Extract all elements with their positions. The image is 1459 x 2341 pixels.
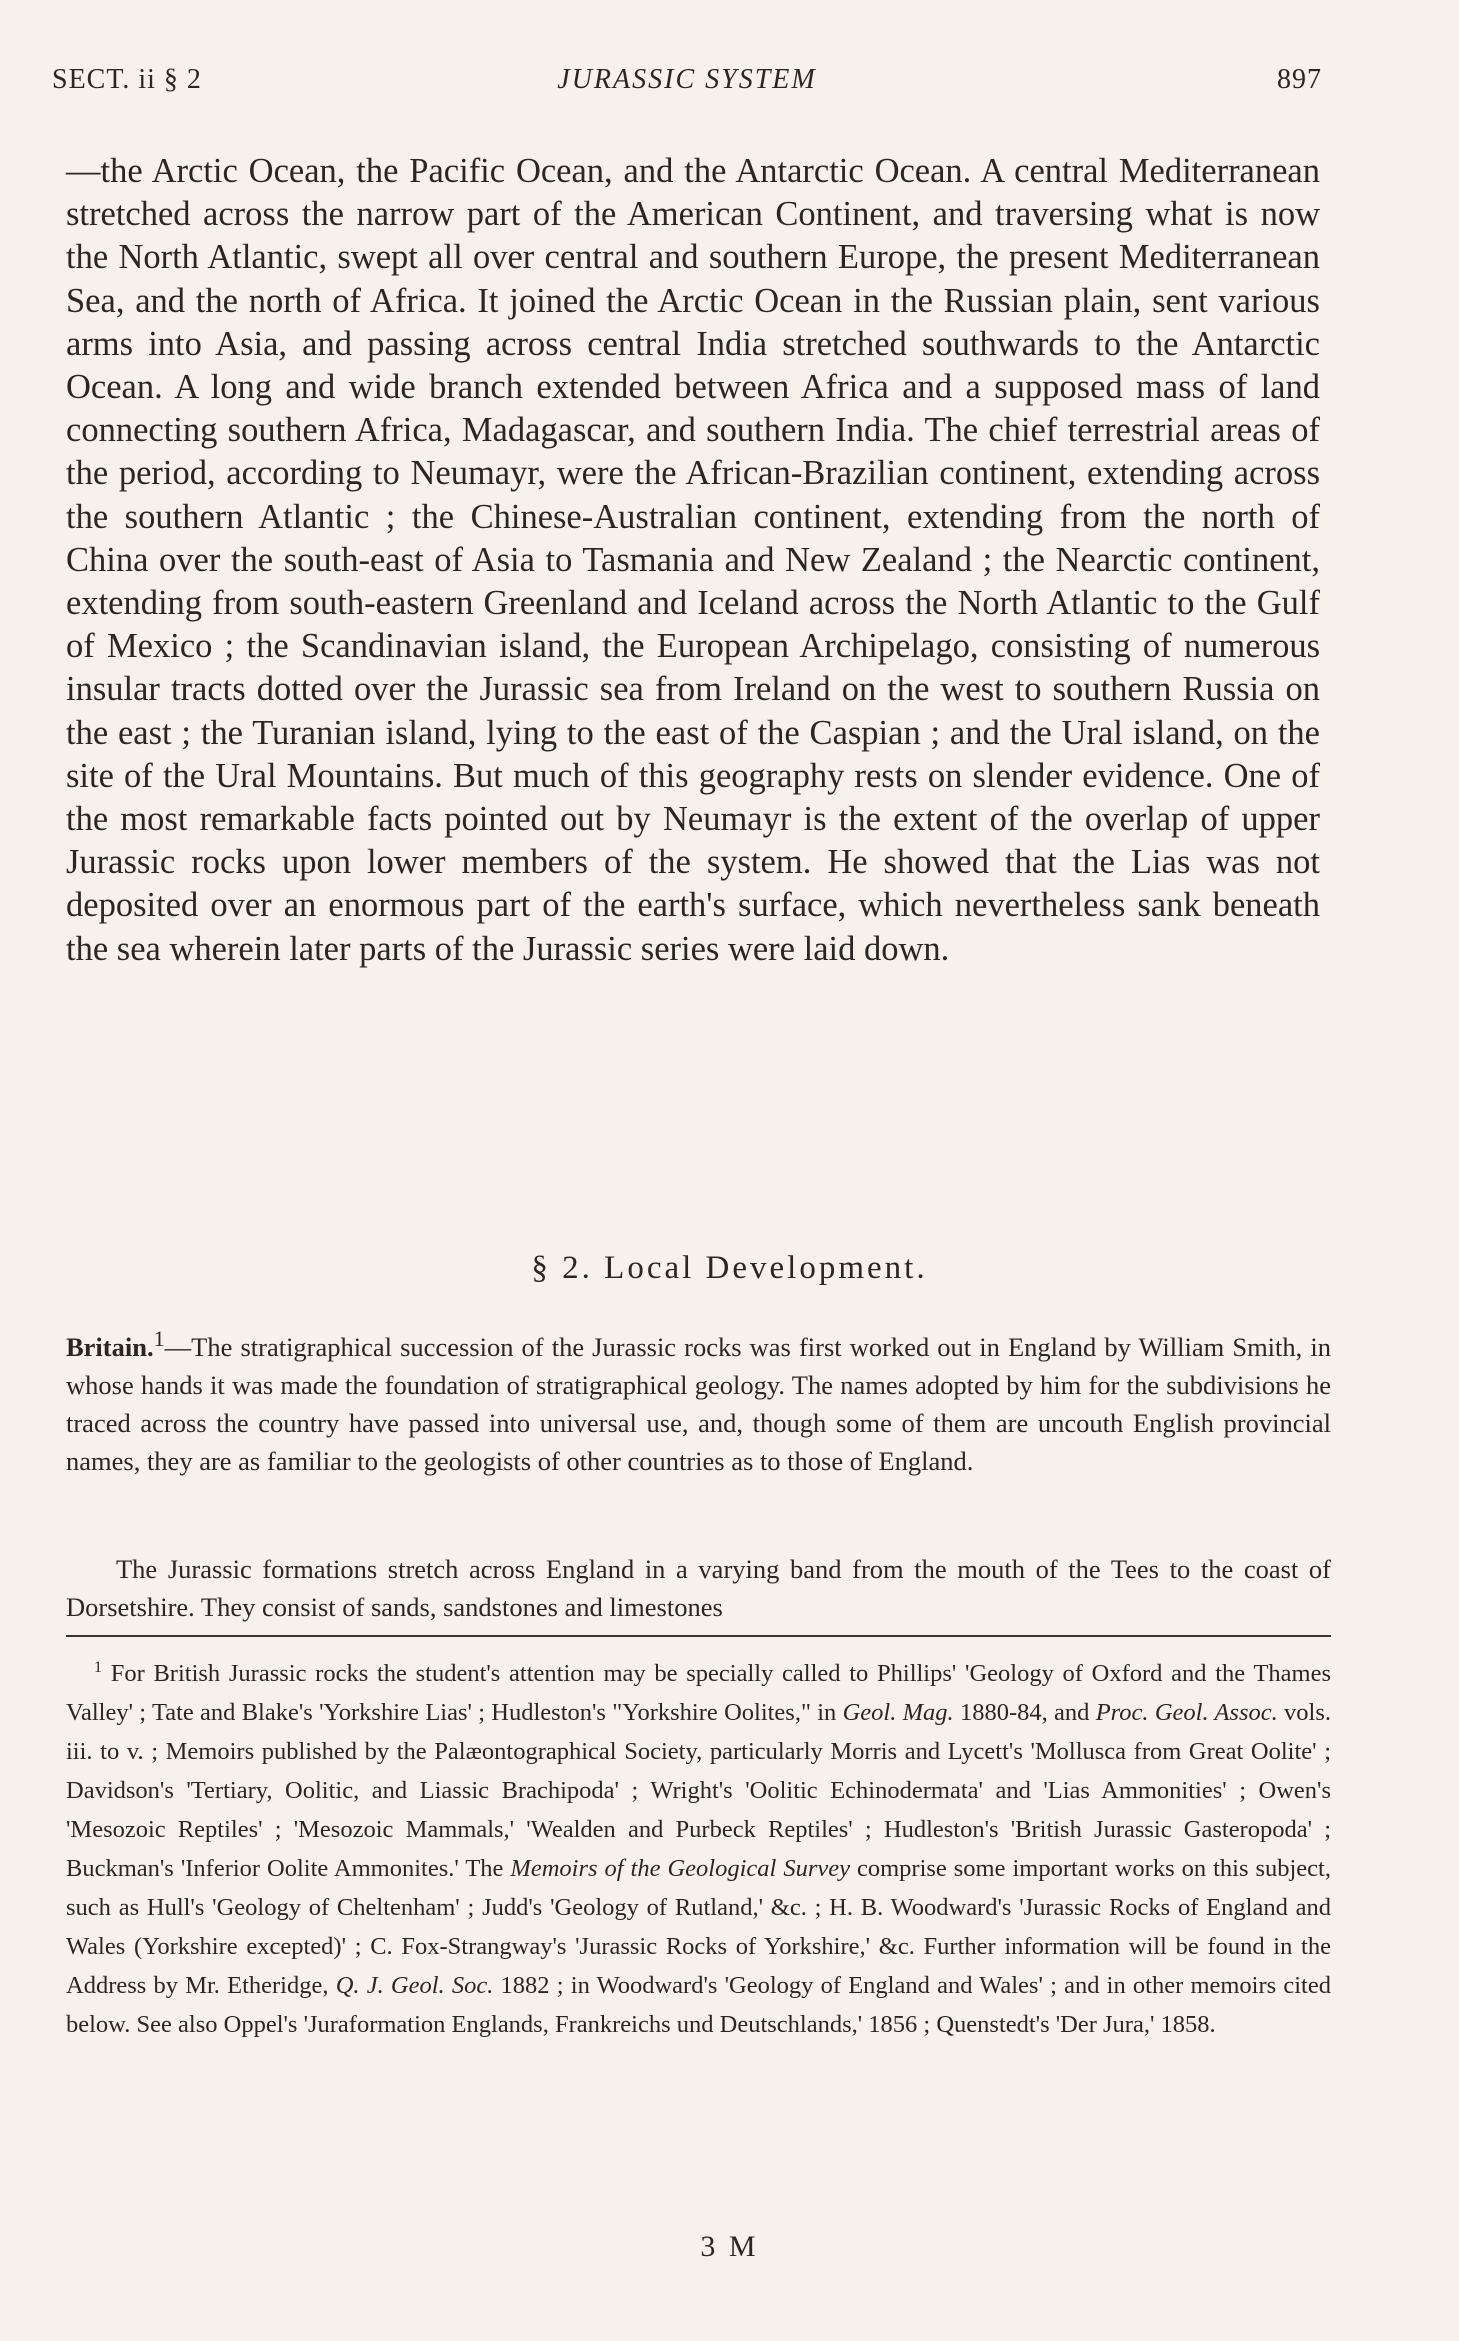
- britain-lead: Britain.: [66, 1331, 154, 1362]
- footnote-text-3: vols. iii. to v. ; Memoirs published by the Palæontographical Society, particularly Morris and Lycett's 'Mollusca from Great Oolite' ; Davidson's 'Tertiary, Oolitic, and Liassic Brachipoda' ; Wright's 'Oolitic Echinodermata' and 'Lias Ammonities' ; Owen's 'Mesozoic Reptiles' ; 'Mesozoic Mammals,' 'Wealden and Purbeck Reptiles' ; Hudleston's 'British Jurassic Gasteropoda' ; Buckman's 'Inferior Oolite Ammonites.' The: [66, 1699, 1331, 1883]
- signature-mark: 3 M: [700, 2230, 759, 2263]
- footnote-reference: 1: [153, 1326, 165, 1351]
- footnote-journal-3: Q. J. Geol. Soc.: [335, 1972, 494, 2000]
- jurassic-formations-paragraph: The Jurassic formations stretch across England in a varying band from the mouth of the Tees to the coast of Dorsetshire. They consist of sands, sandstones and limestones: [66, 1554, 1331, 1622]
- section-reference: SECT. ii § 2: [52, 64, 202, 95]
- footnote-journal-1: Geol. Mag.: [842, 1699, 954, 1727]
- section-heading: § 2. Local Development.: [531, 1250, 928, 1286]
- footnote-text-1: For British Jurassic rocks the student's attention may be specially called to Phillips' 'Geology of Oxford and the Thames Valley' ; Tate and Blake's 'Yorkshire Lias' ; Hudleston's "Yorkshire Oolites," in: [66, 1660, 1331, 1727]
- running-title: JURASSIC SYSTEM: [557, 64, 817, 95]
- footnote-text-5: 1882 ; in Woodward's 'Geology of England and Wales' ; and in other memoirs cited below. See also Oppel's 'Juraformation Englands, Frankreichs und Deutschlands,' 1856 ; Quenstedt's 'Der Jura,' 1858.: [66, 1972, 1331, 2039]
- britain-paragraph: [66, 1320, 1331, 1480]
- footnote-text-4: comprise some important works on this subject, such as Hull's 'Geology of Cheltenham' ; Judd's 'Geology of Rutland,' &c. ; H. B. Woodward's 'Jurassic Rocks of England and Wales (Yorkshire excepted)' ; C. Fox-Strangway's 'Jurassic Rocks of Yorkshire,' &c. Further information will be found in the Address by Mr. Etheridge,: [66, 1855, 1331, 2000]
- running-header: [52, 64, 1322, 104]
- footnote-title-memoirs: Memoirs of the Geological Survey: [510, 1855, 850, 1883]
- footnote: [66, 1648, 1331, 2044]
- footnote-journal-2: Proc. Geol. Assoc.: [1095, 1699, 1278, 1727]
- body-paragraph: —the Arctic Ocean, the Pacific Ocean, and the Antarctic Ocean. A central Mediterranean stretched across the narrow part of the American Continent, and traversing what is now the North Atlantic, swept all over central and southern Europe, the present Mediterranean Sea, and the north of Africa. It joined the Arctic Ocean in the Russian plain, sent various arms into Asia, and passing across central India stretched southwards to the Antarctic Ocean. A long and wide branch extended between Africa and a supposed mass of land connecting southern Africa, Madagascar, and southern India. The chief terrestrial areas of the period, according to Neumayr, were the African-Brazilian continent, extending across the southern Atlantic ; the Chinese-Australian continent, extending from the north of China over the south-east of Asia to Tasmania and New Zealand ; the Nearctic continent, extending from south-eastern Greenland and Iceland across the North Atlantic to the Gulf of Mexico ; the Scandinavian island, the European Archipelago, consisting of numerous insular tracts dotted over the Jurassic sea from Ireland on the west to southern Russia on the east ; the Turanian island, lying to the east of the Caspian ; and the Ural island, on the site of the Ural Mountains. But much of this geography rests on slender evidence. One of the most remarkable facts pointed out by Neumayr is the extent of the overlap of upper Jurassic rocks upon lower members of the system. He showed that the Lias was not deposited over an enormous part of the earth's surface, which nevertheless sank beneath the sea wherein later parts of the Jurassic series were laid down.: [66, 152, 1320, 968]
- footnote-text-2: 1880-84, and: [953, 1699, 1096, 1727]
- footnote-mark: 1: [94, 1659, 102, 1676]
- page-number: 897: [1277, 64, 1322, 95]
- footnote-divider: [66, 1635, 1331, 1637]
- britain-text: —The stratigraphical succession of the Jurassic rocks was first worked out in England by William Smith, in whose hands it was made the foundation of stratigraphical geology. The names adopted by him for the subdivisions he traced across the country have passed into universal use, and, though some of them are uncouth English provincial names, they are as familiar to the geologists of other countries as to those of England.: [66, 1331, 1331, 1476]
